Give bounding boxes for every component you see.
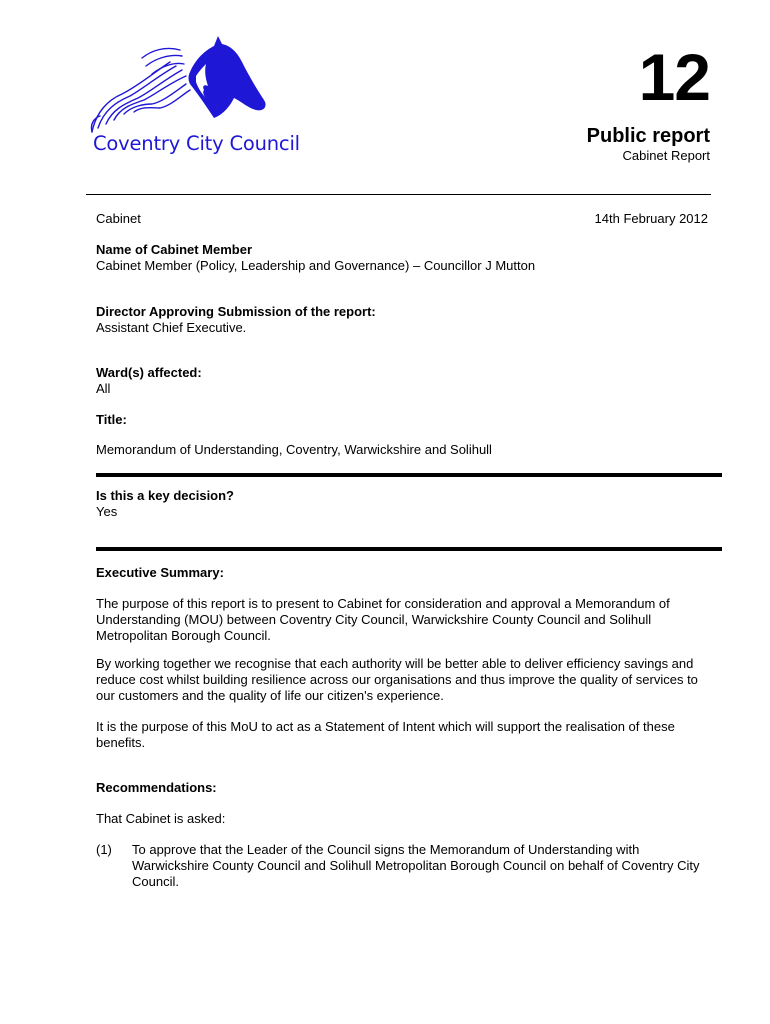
title-value: Memorandum of Understanding, Coventry, Warwickshire and Solihull [96,442,492,457]
cabinet-member-label: Name of Cabinet Member [96,242,253,257]
council-logo [86,36,316,166]
cabinet-member-section [96,242,535,274]
report-number: 12 [638,40,710,114]
report-type: Public report [586,125,710,147]
recommendations-heading: Recommendations: [96,780,217,795]
key-decision-section [96,488,234,520]
horse-head-and-woman-logo-icon [86,36,316,136]
executive-summary-paragraph: It is the purpose of this MoU to act as a Statement of Intent which will support the realisation of these benefits. [96,719,675,750]
recommendation-number: (1) [96,842,112,857]
wards-section [96,365,202,397]
wards-label: Ward(s) affected: [96,365,202,380]
director-section [96,304,376,336]
director-value: Assistant Chief Executive. [96,320,247,335]
meeting-body: Cabinet [96,211,141,226]
council-name-logo-text: Coventry City Council [93,132,300,155]
section-divider [96,547,722,551]
executive-summary-paragraph: By working together we recognise that each authority will be better able to deliver efficiency savings and reduce cost whilst building resilience across our organisations and thus improve the quality of services to our customers and the quality of life our citizen's experience. [96,656,698,703]
section-divider [96,473,722,477]
header-divider [86,194,711,195]
recommendation-text: To approve that the Leader of the Council signs the Memorandum of Understanding with Warwickshire County Council and Solihull Metropolitan Borough Council on behalf of Coventry City Council. [132,842,700,889]
key-decision-label: Is this a key decision? [96,488,234,503]
title-label: Title: [96,412,127,427]
recommendations-intro: That Cabinet is asked: [96,811,226,826]
key-decision-value: Yes [96,504,118,519]
meeting-date: 14th February 2012 [594,211,708,226]
executive-summary-paragraph: The purpose of this report is to present to Cabinet for consideration and approval a Memorandum of Understanding (MOU) between Coventry City Council, Warwickshire County Council and Solihull Metropolitan Borough Council. [96,596,670,643]
executive-summary-heading: Executive Summary: [96,565,224,580]
wards-value: All [96,381,111,396]
report-subtype: Cabinet Report [622,148,710,163]
director-label: Director Approving Submission of the report: [96,304,376,319]
cabinet-member-value: Cabinet Member (Policy, Leadership and Governance) – Councillor J Mutton [96,258,536,273]
